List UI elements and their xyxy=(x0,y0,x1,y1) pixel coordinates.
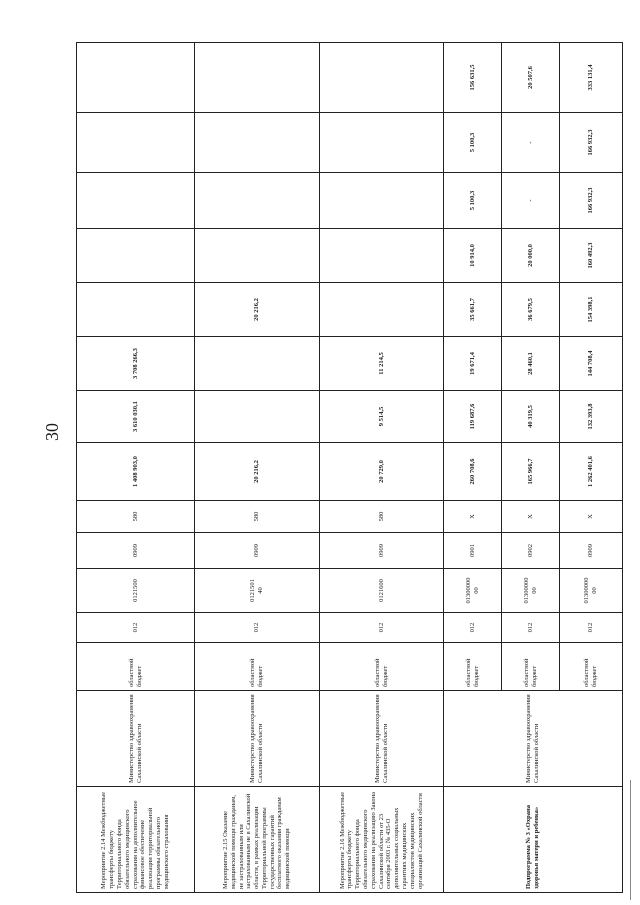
executor-cell: Министерство здравоохранения Сахалинской области xyxy=(195,691,320,787)
value-2018: 20 000,0 xyxy=(502,229,560,283)
csr-cell: 0121600 xyxy=(320,569,444,613)
value-2018: 10 914,0 xyxy=(444,229,502,283)
value-2014: 1 262 401,6 xyxy=(560,443,623,501)
value-2015: 40 319,5 xyxy=(502,391,560,443)
rz-cell: 0909 xyxy=(195,533,320,569)
value-2021: 156 631,5 xyxy=(444,43,502,113)
vr-cell: 580 xyxy=(195,501,320,533)
value-2019 xyxy=(77,173,195,229)
source-cell: областной бюджет xyxy=(320,643,444,691)
value-2021 xyxy=(195,43,320,113)
source-cell: областной бюджет xyxy=(560,643,623,691)
grbs-cell: 012 xyxy=(320,613,444,643)
vr-cell: 580 xyxy=(77,501,195,533)
value-2018 xyxy=(320,229,444,283)
value-2017: 35 661,7 xyxy=(444,283,502,337)
rz-cell: 0902 xyxy=(502,533,560,569)
value-2015 xyxy=(195,391,320,443)
executor-cell: Министерство здравоохранения Сахалинской области xyxy=(77,691,195,787)
page-number: 30 xyxy=(42,423,62,441)
vr-cell: Х xyxy=(444,501,502,533)
value-2020 xyxy=(195,113,320,173)
vr-cell: Х xyxy=(502,501,560,533)
csr-cell: 01300000 00 xyxy=(560,569,623,613)
value-2015: 9 514,5 xyxy=(320,391,444,443)
value-2015: 3 610 030,1 xyxy=(77,391,195,443)
value-2019: - xyxy=(502,173,560,229)
value-2019 xyxy=(320,173,444,229)
value-2015: 132 393,8 xyxy=(560,391,623,443)
budget-table xyxy=(76,42,623,893)
value-2017 xyxy=(320,283,444,337)
value-2016: 144 708,4 xyxy=(560,337,623,391)
rz-cell: 0909 xyxy=(560,533,623,569)
source-cell: областной бюджет xyxy=(195,643,320,691)
grbs-cell: 012 xyxy=(444,613,502,643)
table-row xyxy=(77,43,195,893)
table-row xyxy=(320,43,444,893)
csr-cell: 01300000 00 xyxy=(444,569,502,613)
value-2014: 20 729,0 xyxy=(320,443,444,501)
value-2021: 20 507,6 xyxy=(502,43,560,113)
table-row xyxy=(195,43,320,893)
grbs-cell: 012 xyxy=(77,613,195,643)
vr-cell: Х xyxy=(560,501,623,533)
value-2015: 119 687,6 xyxy=(444,391,502,443)
csr-cell: 01300000 00 xyxy=(502,569,560,613)
value-2019 xyxy=(195,173,320,229)
value-2014: 260 708,6 xyxy=(444,443,502,501)
vr-cell: 580 xyxy=(320,501,444,533)
value-2020: 166 932,3 xyxy=(560,113,623,173)
value-2014: 20 216,2 xyxy=(195,443,320,501)
value-2014: 1 408 903,0 xyxy=(77,443,195,501)
rz-cell: 0909 xyxy=(320,533,444,569)
measure-cell: Мероприятие 2.15 Оказание медицинской помощи гражданам, не застрахованным или застрахованным не в Сахалинской области, в рамках реализации Территориальной программы государственных гарантий бесплатного оказания гражданам медицинской помощи xyxy=(195,787,320,893)
value-2020: - xyxy=(502,113,560,173)
source-cell: областной бюджет xyxy=(502,643,560,691)
grbs-cell: 012 xyxy=(560,613,623,643)
source-cell: областной бюджет xyxy=(77,643,195,691)
grbs-cell: 012 xyxy=(502,613,560,643)
subprogram-cell: Подпрограмма № 3 «Охрана здоровья матери и ребенка» xyxy=(444,787,623,893)
executor-cell: Министерство здравоохранения Сахалинской области xyxy=(320,691,444,787)
value-2020: 5 100,3 xyxy=(444,113,502,173)
rz-cell: 0909 xyxy=(77,533,195,569)
value-2017 xyxy=(77,283,195,337)
value-2017: 20 216,2 xyxy=(195,283,320,337)
rz-cell: 0901 xyxy=(444,533,502,569)
value-2018 xyxy=(195,229,320,283)
table-row xyxy=(444,43,502,893)
measure-cell: Мероприятие 2.16 Межбюджетные трансферты бюджету Территориального фонда обязательного медицинского страхования на реализацию Закона Сахалинской области от 23 сентября 2003 г. № 435-О дополнительных социальных гарантиях медицинских специалистов медицинских организаций Сахалинской области xyxy=(320,787,444,893)
measure-cell: Мероприятие 2.14 Межбюджетные трансферты бюджету Территориального фонда обязательного медицинского страхования на дополнительное финансовое обеспечение реализации территориальной программы обязательного медицинского страхования xyxy=(77,787,195,893)
value-2021 xyxy=(77,43,195,113)
grbs-cell: 012 xyxy=(195,613,320,643)
csr-cell: 0121500 xyxy=(77,569,195,613)
value-2020 xyxy=(320,113,444,173)
value-2020 xyxy=(77,113,195,173)
executor-cell: Министерство здравоохранения Сахалинской области xyxy=(444,691,623,787)
csr-cell: 0121501 40 xyxy=(195,569,320,613)
value-2014: 165 966,7 xyxy=(502,443,560,501)
value-2017: 36 679,5 xyxy=(502,283,560,337)
value-2016: 19 671,4 xyxy=(444,337,502,391)
value-2018: 160 492,3 xyxy=(560,229,623,283)
value-2016: 28 460,1 xyxy=(502,337,560,391)
rotated-table-container xyxy=(76,43,622,893)
scan-artifact-line xyxy=(630,780,631,900)
value-2018 xyxy=(77,229,195,283)
source-cell: областной бюджет xyxy=(444,643,502,691)
value-2016: 3 708 266,3 xyxy=(77,337,195,391)
value-2019: 166 932,3 xyxy=(560,173,623,229)
value-2016: 11 214,5 xyxy=(320,337,444,391)
value-2021: 333 131,4 xyxy=(560,43,623,113)
value-2019: 5 100,3 xyxy=(444,173,502,229)
value-2021 xyxy=(320,43,444,113)
value-2016 xyxy=(195,337,320,391)
value-2017: 154 398,1 xyxy=(560,283,623,337)
